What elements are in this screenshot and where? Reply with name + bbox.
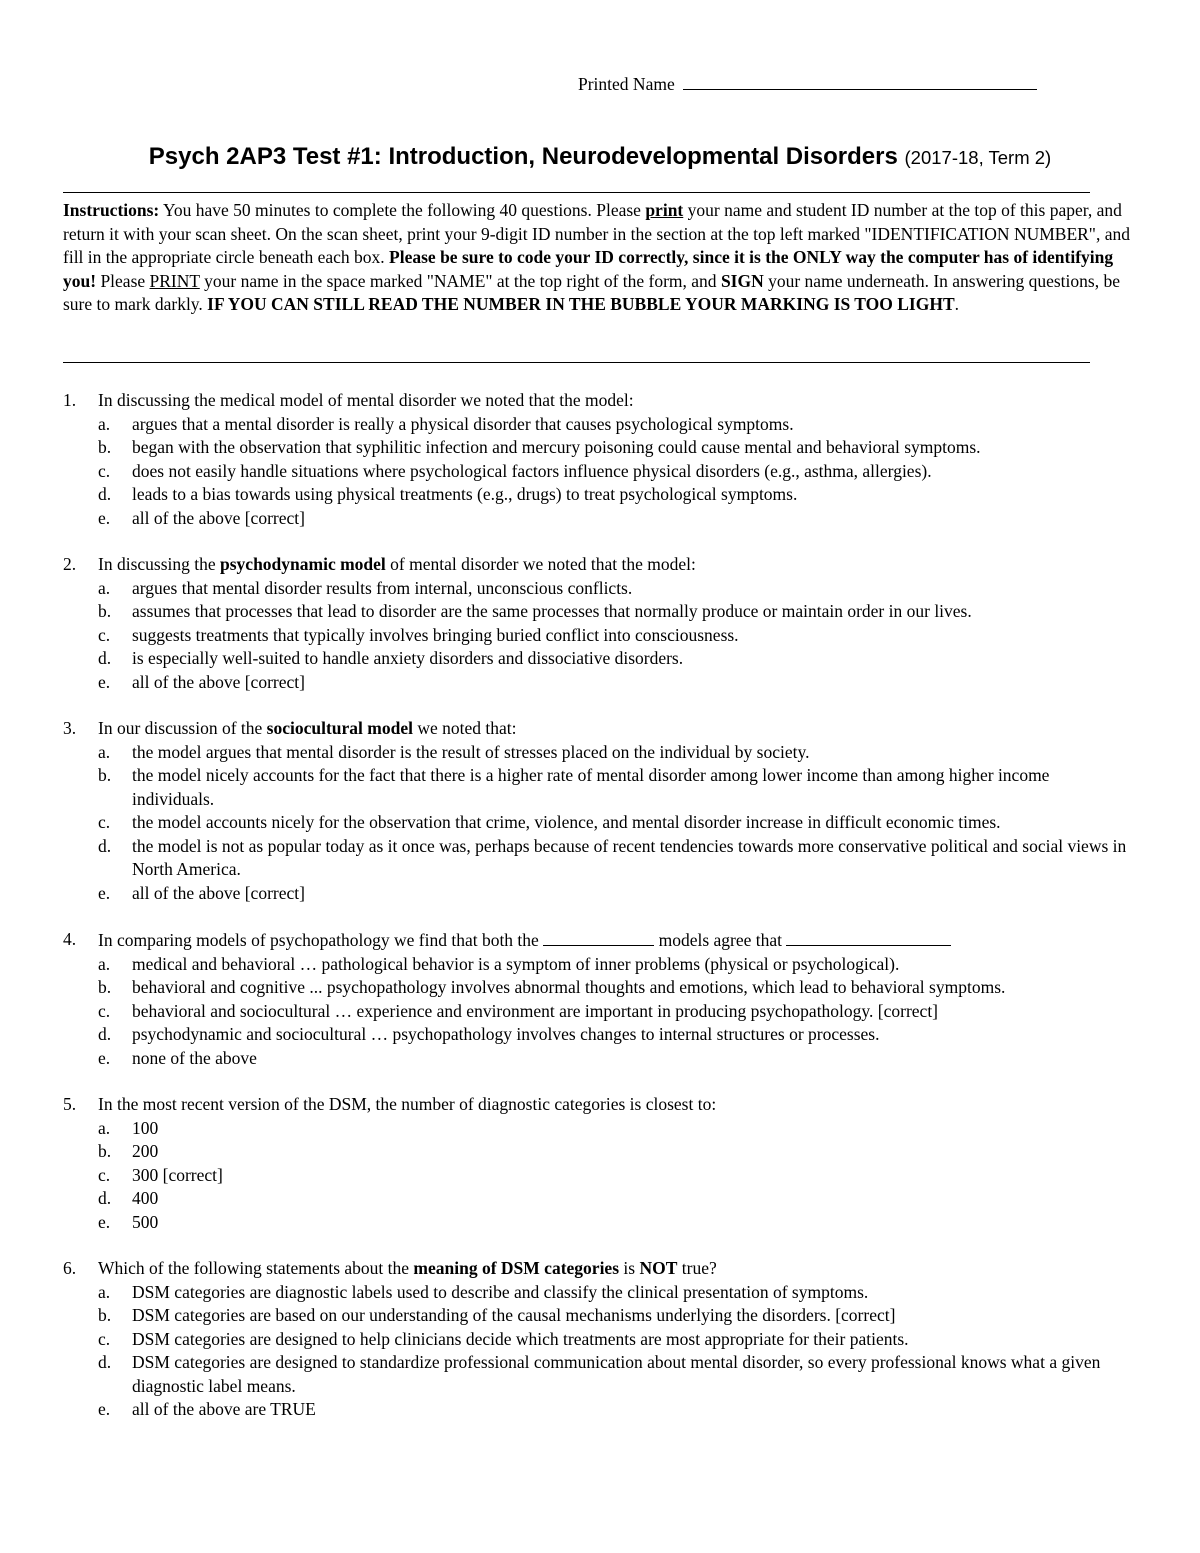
option-letter: c. — [98, 624, 111, 645]
option-text: all of the above [correct] — [132, 671, 305, 692]
option-text: all of the above [correct] — [132, 882, 305, 903]
question-2 — [63, 553, 1133, 694]
question-number: 1. — [63, 390, 77, 410]
option-text: 100 — [132, 1117, 159, 1138]
option-text: behavioral and cognitive ... psychopathology involves abnormal thoughts and emotions, which lead to behavioral symptoms. — [132, 977, 1006, 997]
instructions-sign: SIGN — [720, 270, 764, 291]
option-item — [63, 600, 1133, 624]
option-text: does not easily handle situations where psychological factors influence physical disorders (e.g., asthma, allergies). — [132, 460, 932, 481]
instructions-text-2: your name and student ID number at the top of this paper, and return it with your scan sheet. On the scan sheet, print your 9-digit ID number in the section at the top left marked "IDENTIFICATION NUMBER", and fill in the appropriate circle beneath each box. — [63, 200, 1130, 267]
option-text: all of the above are TRUE — [132, 1399, 316, 1419]
option-letter: a. — [98, 577, 111, 598]
question-3 — [63, 717, 1133, 905]
option-text: the model argues that mental disorder is the result of stresses placed on the individual by society. — [132, 741, 810, 762]
option-item — [63, 413, 1133, 437]
option-item — [63, 1117, 1133, 1141]
option-letter: e. — [98, 1211, 111, 1232]
option-item — [63, 624, 1133, 648]
option-text: leads to a bias towards using physical treatments (e.g., drugs) to treat psychological symptoms. — [132, 484, 798, 504]
option-list — [63, 1117, 1133, 1235]
instructions-light-warning: IF YOU CAN STILL READ THE NUMBER IN THE BUBBLE YOUR MARKING IS TOO LIGHT — [207, 294, 955, 314]
question-4 — [63, 928, 1133, 1070]
question-number: 6. — [63, 1258, 77, 1278]
question-list — [63, 389, 1133, 1445]
instructions-label: Instructions: — [63, 200, 160, 220]
option-letter: a. — [98, 953, 111, 974]
option-letter: b. — [98, 1141, 112, 1161]
option-item — [63, 1281, 1133, 1305]
option-item — [63, 1328, 1133, 1352]
option-letter: e. — [98, 882, 111, 903]
top-divider — [63, 192, 1090, 193]
option-item — [63, 1398, 1133, 1422]
option-list — [63, 577, 1133, 695]
question-stem — [63, 389, 1133, 413]
option-text: medical and behavioral … pathological behavior is a symptom of inner problems (physical or psychological). — [132, 953, 900, 974]
option-text: suggests treatments that typically involves bringing buried conflict into consciousness. — [132, 624, 739, 645]
question-text-post: we noted that: — [412, 718, 517, 738]
question-number: 4. — [63, 929, 77, 949]
option-item — [63, 976, 1133, 1000]
option-text: behavioral and sociocultural … experience and environment are important in producing psychopathology. [correct] — [132, 1000, 939, 1021]
question-text-pre: In our discussion of the — [98, 718, 267, 738]
option-item — [63, 1164, 1133, 1188]
option-list — [63, 953, 1133, 1071]
option-list — [63, 1281, 1133, 1422]
question-text-pre: In discussing the — [98, 554, 221, 574]
question-text-post: of mental disorder we noted that the model: — [385, 554, 696, 574]
option-letter: b. — [98, 437, 112, 457]
option-item — [63, 764, 1133, 811]
option-item — [63, 460, 1133, 484]
question-number: 3. — [63, 718, 77, 738]
option-text: is especially well-suited to handle anxiety disorders and dissociative disorders. — [132, 648, 684, 668]
question-text-b: models agree that — [654, 930, 787, 950]
option-letter: d. — [98, 1188, 112, 1208]
question-keyword: meaning of DSM categories — [413, 1258, 620, 1278]
question-number: 5. — [63, 1094, 77, 1114]
option-letter: a. — [98, 741, 111, 762]
option-item — [63, 647, 1133, 671]
instructions-text-1: You have 50 minutes to complete the following 40 questions. Please — [159, 200, 646, 220]
option-item — [63, 811, 1133, 835]
option-text: DSM categories are designed to help clinicians decide which treatments are most appropriate for their patients. — [132, 1328, 909, 1349]
question-number: 2. — [63, 554, 77, 574]
option-letter: a. — [98, 1117, 111, 1138]
option-letter: e. — [98, 507, 111, 528]
option-letter: b. — [98, 601, 112, 621]
instructions-text-6: . — [954, 294, 960, 314]
option-letter: c. — [98, 812, 111, 832]
question-keyword: sociocultural model — [266, 718, 413, 738]
option-text: psychodynamic and sociocultural … psychopathology involves changes to internal structures or processes. — [132, 1024, 880, 1044]
option-item — [63, 507, 1133, 531]
option-text: the model nicely accounts for the fact that there is a higher rate of mental disorder among lower income than among higher income individuals. — [132, 765, 1050, 809]
question-text-post: true? — [677, 1258, 717, 1278]
question-text-a: In comparing models of psychopathology we find that both the — [98, 930, 544, 950]
option-item — [63, 882, 1133, 906]
answer-blank — [543, 928, 654, 946]
option-text: all of the above [correct] — [132, 507, 305, 528]
question-stem — [63, 1093, 1133, 1117]
option-letter: d. — [98, 484, 112, 504]
option-letter: b. — [98, 765, 112, 785]
question-text: In discussing the medical model of mental disorder we noted that the model: — [98, 390, 634, 410]
option-text: 400 — [132, 1188, 159, 1208]
option-text: the model accounts nicely for the observation that crime, violence, and mental disorder increase in difficult economic times. — [132, 812, 1001, 832]
option-text: DSM categories are diagnostic labels used to describe and classify the clinical presentation of symptoms. — [132, 1281, 869, 1302]
question-stem — [63, 553, 1133, 577]
exam-term: (2017-18, Term 2) — [904, 147, 1052, 168]
exam-title — [0, 142, 1200, 173]
printed-name-field — [578, 71, 1037, 97]
option-letter: b. — [98, 1305, 112, 1325]
question-keyword: psychodynamic model — [220, 554, 386, 574]
question-text-pre: Which of the following statements about the — [98, 1258, 414, 1278]
option-letter: c. — [98, 1328, 111, 1349]
option-item — [63, 483, 1133, 507]
question-stem — [63, 1257, 1133, 1281]
option-letter: b. — [98, 977, 112, 997]
bottom-divider — [63, 362, 1090, 363]
option-item — [63, 1140, 1133, 1164]
question-6 — [63, 1257, 1133, 1422]
option-letter: c. — [98, 460, 111, 481]
option-item — [63, 577, 1133, 601]
option-item — [63, 1351, 1133, 1398]
option-letter: a. — [98, 413, 111, 434]
option-letter: a. — [98, 1281, 111, 1302]
instructions-text-5: your name underneath. In answering questions, be sure to mark darkly. — [63, 270, 1120, 314]
option-text: the model is not as popular today as it once was, perhaps because of recent tendencies towards more conservative political and social views in North America. — [132, 835, 1127, 879]
option-letter: e. — [98, 671, 111, 692]
option-item — [63, 671, 1133, 695]
option-list — [63, 741, 1133, 906]
instructions-text-3: Please — [96, 270, 150, 291]
option-text: 200 — [132, 1141, 159, 1161]
option-letter: d. — [98, 1024, 112, 1044]
printed-name-label: Printed Name — [578, 74, 675, 94]
option-item — [63, 835, 1133, 882]
option-letter: e. — [98, 1047, 111, 1068]
option-text: began with the observation that syphilitic infection and mercury poisoning could cause mental and behavioral symptoms. — [132, 437, 981, 457]
option-letter: e. — [98, 1399, 111, 1419]
option-text: DSM categories are designed to standardize professional communication about mental disorder, so every professional knows what a given diagnostic label means. — [132, 1352, 1101, 1396]
option-item — [63, 436, 1133, 460]
option-letter: d. — [98, 648, 112, 668]
instructions-print-caps: PRINT — [149, 270, 200, 291]
exam-title-main: Psych 2AP3 Test #1: Introduction, Neurodevelopmental Disorders — [148, 143, 898, 170]
option-letter: c. — [98, 1000, 111, 1021]
question-5 — [63, 1093, 1133, 1234]
option-letter: c. — [98, 1164, 111, 1185]
printed-name-blank — [683, 71, 1037, 90]
option-text: 300 [correct] — [132, 1164, 223, 1185]
option-item — [63, 1000, 1133, 1024]
option-item — [63, 741, 1133, 765]
option-item — [63, 1304, 1133, 1328]
option-text: argues that a mental disorder is really a physical disorder that causes psychological symptoms. — [132, 413, 794, 434]
question-negation: NOT — [639, 1258, 678, 1278]
answer-blank — [786, 928, 951, 946]
option-text: 500 — [132, 1211, 159, 1232]
instructions-text-4: your name in the space marked "NAME" at the top right of the form, and — [199, 270, 721, 291]
option-item — [63, 953, 1133, 977]
instructions-print-word: print — [645, 200, 684, 220]
option-list — [63, 413, 1133, 531]
option-letter: d. — [98, 1352, 112, 1372]
option-letter: d. — [98, 835, 112, 856]
option-item — [63, 1047, 1133, 1071]
option-item — [63, 1023, 1133, 1047]
option-text: DSM categories are based on our understanding of the causal mechanisms underlying the disorders. [correct] — [132, 1305, 896, 1325]
question-1 — [63, 389, 1133, 530]
question-text-mid: is — [619, 1258, 640, 1278]
question-stem — [63, 717, 1133, 741]
option-text: assumes that processes that lead to disorder are the same processes that normally produce or maintain order in our lives. — [132, 601, 972, 621]
option-item — [63, 1211, 1133, 1235]
instructions-id-warning: Please be sure to code your ID correctly, since it is the ONLY way the computer has of identifying you! — [63, 247, 1114, 291]
option-item — [63, 1187, 1133, 1211]
question-text: In the most recent version of the DSM, the number of diagnostic categories is closest to: — [98, 1094, 717, 1114]
instructions-block — [63, 199, 1131, 317]
option-text: argues that mental disorder results from internal, unconscious conflicts. — [132, 577, 633, 598]
question-stem — [63, 928, 1133, 953]
option-text: none of the above — [132, 1047, 257, 1068]
